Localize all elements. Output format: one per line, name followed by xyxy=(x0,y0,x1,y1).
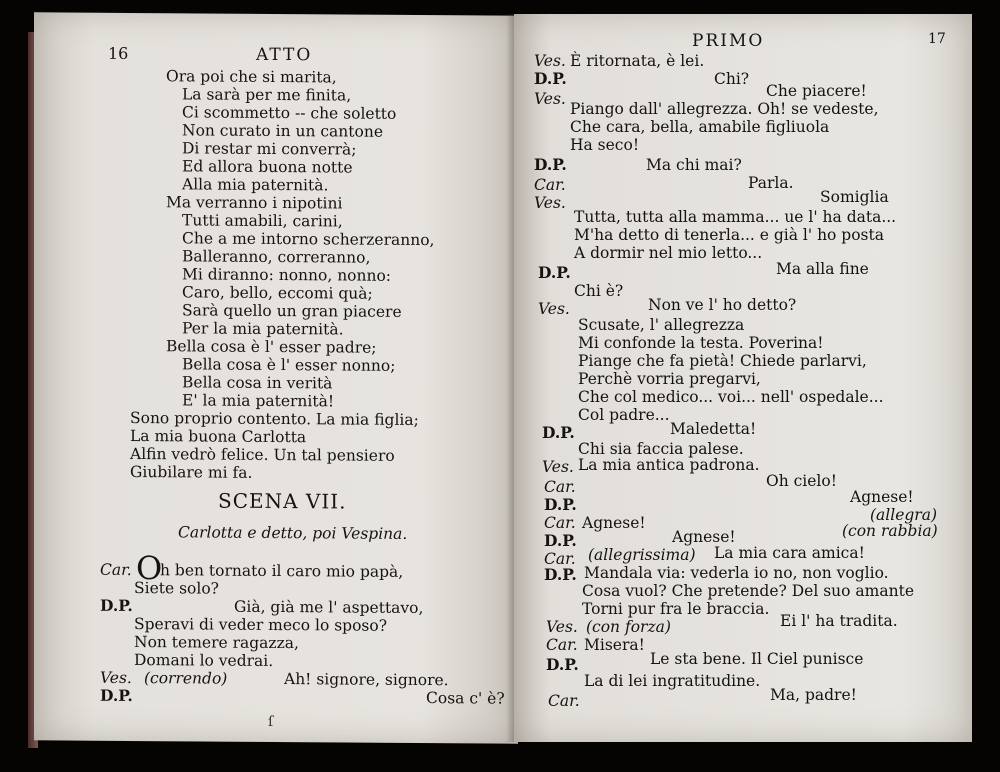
dialogue-line: Misera! xyxy=(584,636,645,654)
verse-line: La mia buona Carlotta xyxy=(130,426,307,447)
dialogue-line: Ma alla fine xyxy=(776,260,869,278)
dialogue-line: Piango dall' allegrezza. Oh! se vedeste, xyxy=(570,100,879,118)
dialogue-line: Già, già me l' aspettavo, xyxy=(234,597,424,618)
verse-line: Di restar mi converrà; xyxy=(182,139,357,159)
speaker: D.P. xyxy=(544,531,577,550)
dialogue-line: Che col medico... voi... nell' ospedale... xyxy=(578,388,884,406)
dialogue-line: A dormir nel mio letto... xyxy=(574,244,763,262)
dialogue-line: Siete solo? xyxy=(134,579,219,598)
speaker: Ves. xyxy=(546,618,578,636)
speaker: Car. xyxy=(544,514,576,532)
dialogue-line: Torni pur fra le braccia. xyxy=(582,600,770,618)
dialogue-line: Le sta bene. Il Ciel punisce xyxy=(650,650,864,668)
drop-cap: O xyxy=(136,549,163,588)
speaker: Car. xyxy=(534,176,566,194)
page-number: 17 xyxy=(928,31,946,47)
verse-line: Alla mia paternità. xyxy=(182,175,329,195)
speaker: D.P. xyxy=(544,565,577,584)
running-head: PRIMO xyxy=(692,31,765,51)
dialogue-line: h ben tornato il caro mio papà, xyxy=(160,561,404,581)
dialogue-line: Chi? xyxy=(714,70,750,88)
verse-line: Bella cosa in verità xyxy=(182,373,333,393)
dialogue-line: Scusate, l' allegrezza xyxy=(578,316,745,334)
dialogue-line: M'ha detto di tenerla... e già l' ho posta xyxy=(574,226,884,244)
dialogue-line: Agnese! xyxy=(672,528,736,546)
dialogue-line: Agnese! xyxy=(582,514,646,532)
speaker: Car. xyxy=(548,692,580,710)
verse-line: Ci scommetto -- che soletto xyxy=(182,103,397,123)
stage-direction: (allegrissima) xyxy=(588,546,696,564)
dialogue-line: Maledetta! xyxy=(670,420,757,438)
speaker: Car. xyxy=(546,636,578,654)
verse-line: Bella cosa è l' esser padre; xyxy=(166,337,377,357)
dialogue-line: Chi è? xyxy=(574,282,624,300)
dialogue-line: Ei l' ha tradita. xyxy=(780,612,898,630)
dialogue-line: Ma, padre! xyxy=(770,686,857,704)
speaker: Ves. xyxy=(542,458,574,476)
right-page xyxy=(514,14,972,742)
speaker: Ves. xyxy=(534,194,566,212)
stage-direction: (con rabbia) xyxy=(842,522,938,540)
verse-line: Non curato in un cantone xyxy=(182,121,383,141)
page-number: 16 xyxy=(108,43,129,63)
dialogue-line: Perchè vorria pregarvi, xyxy=(578,370,761,388)
speaker: D.P. xyxy=(100,685,133,706)
verse-line: Alfin vedrò felice. Un tal pensiero xyxy=(130,444,395,465)
dialogue-line: Piange che fa pietà! Chiede parlarvi, xyxy=(578,352,867,370)
ink-mark: ſ xyxy=(268,713,274,730)
dialogue-line: Cosa c' è? xyxy=(426,689,505,708)
speaker: D.P. xyxy=(544,495,577,514)
verse-line: Mi diranno: nonno, nonno: xyxy=(182,265,392,285)
stage-direction: (con forza) xyxy=(586,618,671,636)
dialogue-line: Ha seco! xyxy=(570,136,640,154)
dialogue-line: Col padre... xyxy=(578,406,670,424)
speaker: Ves. xyxy=(100,668,132,687)
verse-line: E' la mia paternità! xyxy=(182,391,335,411)
dialogue-line: Che piacere! xyxy=(766,82,867,100)
verse-line: Giubilare mi fa. xyxy=(130,462,253,482)
dialogue-line: Domani lo vedrai. xyxy=(134,651,274,670)
speaker: Ves. xyxy=(538,300,570,318)
stage-direction: (correndo) xyxy=(144,669,228,688)
verse-line: Balleranno, correranno, xyxy=(182,247,371,267)
speaker: Ves. xyxy=(534,52,566,70)
dialogue-line: La mia cara amica! xyxy=(714,544,865,562)
dialogue-line: La di lei ingratitudine. xyxy=(584,672,761,690)
scene-title: SCENA VII. xyxy=(218,488,347,514)
dialogue-line: Mi confonde la testa. Poverina! xyxy=(578,334,824,352)
verse-line: Sono proprio contento. La mia figlia; xyxy=(130,408,419,429)
verse-line: Sarà quello un gran piacere xyxy=(182,301,402,321)
speaker: D.P. xyxy=(534,69,567,88)
verse-line: Che a me intorno scherzeranno, xyxy=(182,229,435,250)
open-book xyxy=(28,14,980,754)
verse-line: Per la mia paternità. xyxy=(182,319,344,339)
dialogue-line: È ritornata, è lei. xyxy=(570,52,705,70)
speaker: Car. xyxy=(544,550,576,568)
dialogue-line: Che cara, bella, amabile figliuola xyxy=(570,118,830,136)
speaker: D.P. xyxy=(100,595,133,616)
dialogue-line: Mandala via: vederla io no, non voglio. xyxy=(584,564,889,582)
speaker: Ves. xyxy=(534,90,566,108)
speaker: D.P. xyxy=(538,263,571,282)
dialogue-line: Non ve l' ho detto? xyxy=(648,296,797,314)
dialogue-line: Ah! signore, signore. xyxy=(284,670,449,690)
dialogue-line: Non temere ragazza, xyxy=(134,633,299,653)
verse-line: Ora poi che si marita, xyxy=(166,67,337,87)
verse-line: Ma verranno i nipotini xyxy=(166,193,343,213)
speaker: D.P. xyxy=(534,155,567,174)
speaker: Car. xyxy=(100,560,132,579)
dialogue-line: Chi sia faccia palese. xyxy=(578,440,744,458)
dialogue-line: Agnese! xyxy=(850,488,914,506)
scene-characters: Carlotta e detto, poi Vespina. xyxy=(178,523,408,543)
dialogue-line: Oh cielo! xyxy=(766,472,837,490)
verse-line: Tutti amabili, carini, xyxy=(182,211,343,231)
dialogue-line: Speravi di veder meco lo sposo? xyxy=(134,615,388,635)
speaker: D.P. xyxy=(546,655,579,674)
verse-line: Ed allora buona notte xyxy=(182,157,353,177)
stage-direction: (allegra) xyxy=(870,506,937,524)
dialogue-line: Somiglia xyxy=(820,188,889,206)
left-page xyxy=(34,12,518,743)
dialogue-line: Parla. xyxy=(748,174,794,192)
dialogue-line: Cosa vuol? Che pretende? Del suo amante xyxy=(582,582,914,600)
dialogue-line: Tutta, tutta alla mamma... ue l' ha data... xyxy=(574,208,897,226)
verse-line: Bella cosa è l' esser nonno; xyxy=(182,355,396,375)
running-head: ATTO xyxy=(256,44,313,66)
verse-line: Caro, bello, eccomi quà; xyxy=(182,283,373,303)
dialogue-line: La mia antica padrona. xyxy=(578,456,760,474)
verse-line: La sarà per me finita, xyxy=(182,85,352,105)
speaker: Car. xyxy=(544,478,576,496)
speaker: D.P. xyxy=(542,423,575,442)
dialogue-line: Ma chi mai? xyxy=(646,156,742,174)
